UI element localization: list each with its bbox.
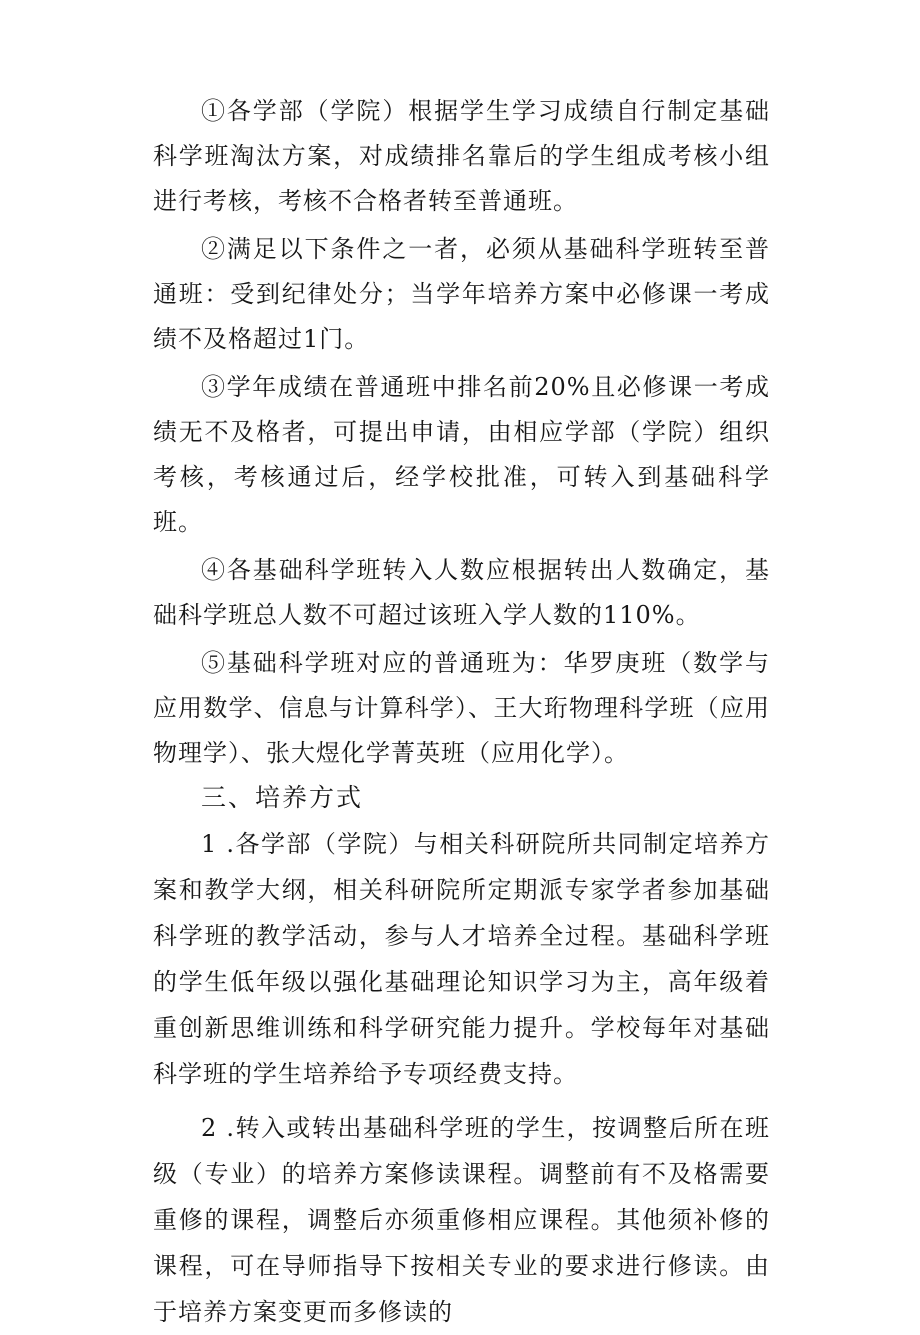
- paragraph-mandatory-transfer: ②满足以下条件之一者，必须从基础科学班转至普通班：受到纪律处分；当学年培养方案中必修课一考成绩不及格超过1门。: [153, 235, 770, 353]
- paragraph-class-correspondence: ⑤基础科学班对应的普通班为：华罗庚班（数学与应用数学、信息与计算科学）、王大珩物理科学班（应用物理学）、张大煜化学菁英班（应用化学）。: [153, 649, 770, 767]
- paragraph-course-adjustment: 2 .转入或转出基础科学班的学生，按调整后所在班级（专业）的培养方案修读课程。调整前有不及格需要重修的课程，调整后亦须重修相应课程。其他须补修的课程，可在导师指导下按相关专业的要求进行修读。由于培养方案变更而多修读的: [153, 1114, 770, 1326]
- document-body: [153, 89, 770, 1335]
- paragraph-training-plan: 1 .各学部（学院）与相关科研院所共同制定培养方案和教学大纲，相关科研院所定期派专家学者参加基础科学班的教学活动，参与人才培养全过程。基础科学班的学生低年级以强化基础理论知识学习为主，高年级着重创新思维训练和科学研究能力提升。学校每年对基础科学班的学生培养给予专项经费支持。: [153, 830, 770, 1088]
- section-heading-training-methods: 三、培养方式: [201, 783, 364, 812]
- paragraph-transfer-application: ③学年成绩在普通班中排名前20%且必修课一考成绩无不及格者，可提出申请，由相应学部（学院）组织考核，考核通过后，经学校批准，可转入到基础科学班。: [153, 373, 770, 536]
- paragraph-transfer-quota: ④各基础科学班转入人数应根据转出人数确定，基础科学班总人数不可超过该班入学人数的110%。: [153, 556, 770, 629]
- paragraph-elimination-scheme: ①各学部（学院）根据学生学习成绩自行制定基础科学班淘汰方案，对成绩排名靠后的学生组成考核小组进行考核，考核不合格者转至普通班。: [153, 97, 770, 215]
